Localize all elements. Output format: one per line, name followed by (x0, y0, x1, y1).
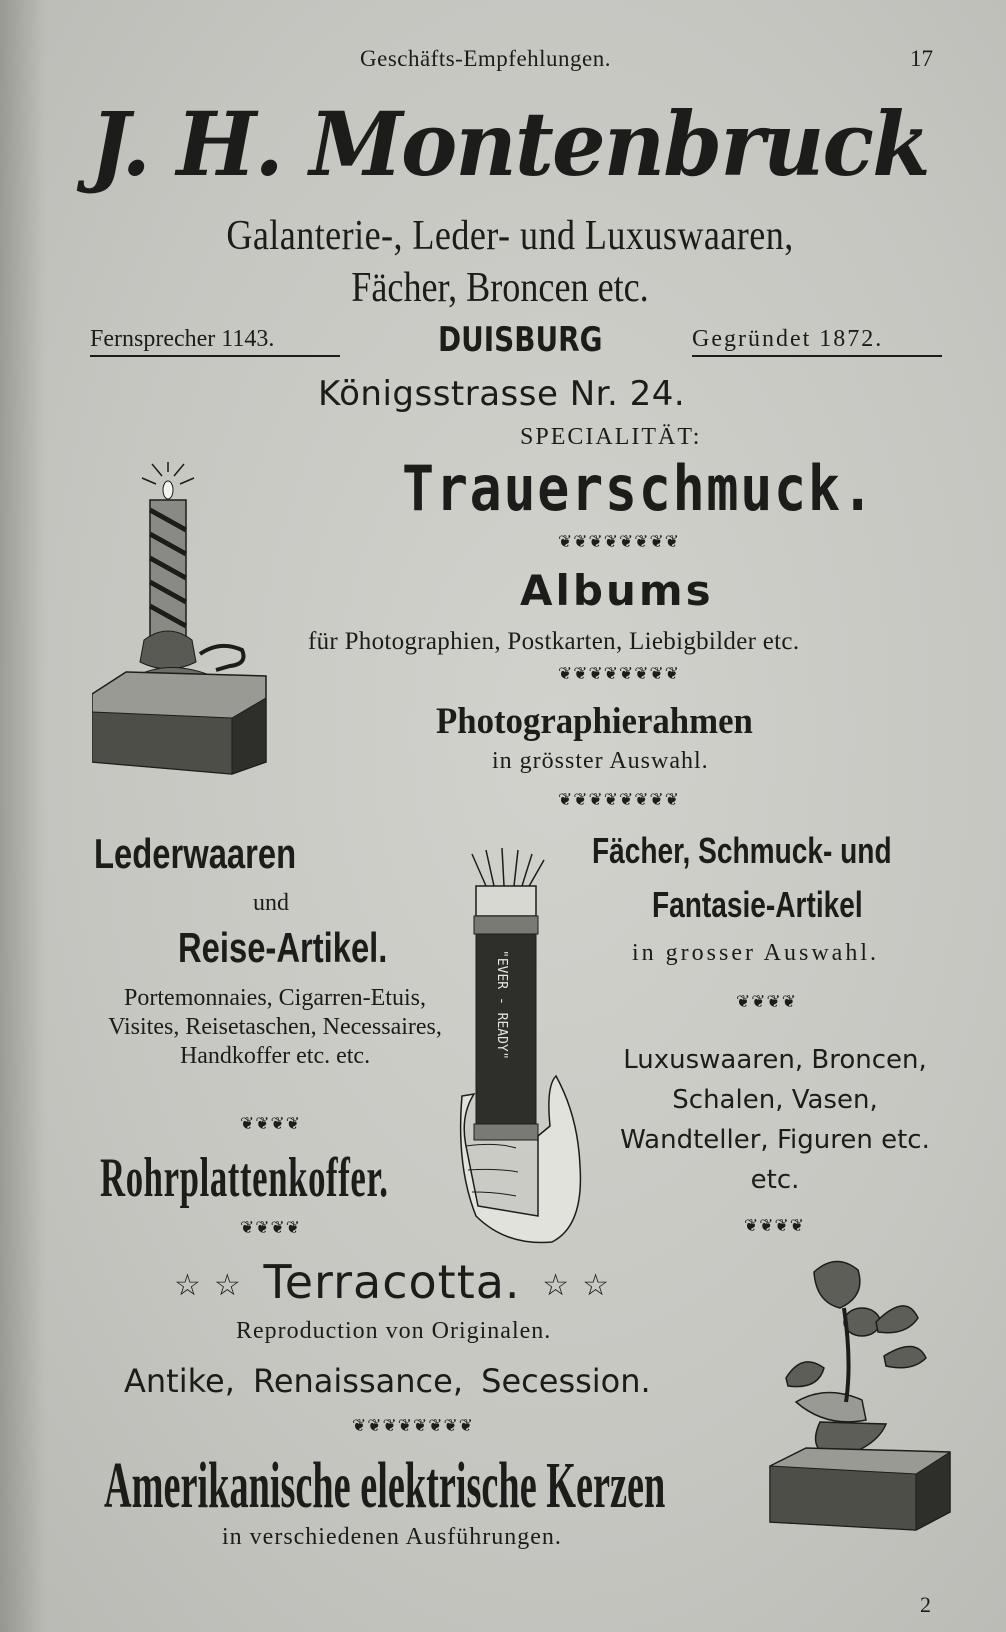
flashlight-label: "EVER - READY" (494, 950, 509, 1060)
star-icon: ☆ (542, 1268, 571, 1303)
albums-title: Albums (520, 566, 714, 615)
ornament-divider: ❦❦❦❦❦❦❦❦ (558, 532, 680, 552)
page-edge-shadow (0, 0, 46, 1632)
ornament-divider: ❦❦❦❦❦❦❦❦ (352, 1416, 474, 1436)
terracotta-line (168, 1255, 616, 1309)
fans-jewellery-heading: Fächer, Schmuck- und (592, 830, 892, 871)
city-name: DUISBURG (438, 320, 603, 360)
star-icon: ☆ (582, 1268, 610, 1303)
phone-number: Fernsprecher 1143. (90, 326, 340, 357)
travel-articles-heading: Reise-Artikel. (178, 924, 388, 971)
ornament-divider: ❦❦❦❦ (240, 1218, 301, 1238)
printer-signature: 2 (920, 1592, 931, 1617)
flashlight-illustration (456, 846, 606, 1246)
connector-und: und (253, 890, 289, 916)
candlestick-illustration (92, 462, 276, 804)
luxury-goods-list: Luxuswaaren, Broncen, Schalen, Vasen, Wandteller, Figuren etc. etc. (620, 1045, 930, 1195)
page-number: 17 (910, 46, 933, 71)
founded-year: Gegründet 1872. (692, 326, 942, 357)
firm-name: J. H. Montenbruck (90, 92, 929, 196)
speciality-label: SPECIALITÄT: (520, 424, 702, 450)
fantasy-articles-heading: Fantasie-Artikel (652, 884, 863, 925)
terracotta-title: Terracotta. (263, 1255, 521, 1309)
ornament-divider: ❦❦❦❦❦❦❦❦ (558, 664, 680, 684)
cane-trunk-heading: Rohrplattenkoffer. (100, 1147, 389, 1209)
art-styles: Antike, Renaissance, Secession. (124, 1362, 651, 1400)
street-address: Königsstrasse Nr. 24. (318, 374, 686, 414)
fans-subtitle: in grosser Auswahl. (632, 940, 879, 966)
terracotta-subtitle: Reproduction von Originalen. (236, 1318, 552, 1344)
speciality-title: Trauerschmuck. (402, 452, 876, 525)
ornament-divider: ❦❦❦❦ (744, 1216, 805, 1236)
ornament-divider: ❦❦❦❦ (240, 1114, 301, 1134)
frames-title: Photographierahmen (436, 701, 753, 742)
ornament-divider: ❦❦❦❦ (736, 992, 797, 1012)
star-icon: ☆ (213, 1268, 242, 1303)
star-icon: ☆ (174, 1268, 202, 1303)
firm-goods-line2: Fächer, Broncen etc. (351, 265, 649, 311)
electric-candles-subtitle: in verschiedenen Ausführungen. (222, 1524, 562, 1550)
leather-goods-heading: Lederwaaren (94, 830, 297, 877)
leather-goods-list: Portemonnaies, Cigarren-Etuis, Visites, Reisetaschen, Necessaires, Handkoffer etc. etc. (108, 985, 442, 1069)
electric-candles-heading: Amerikanische elektrische Kerzen (104, 1449, 666, 1522)
running-header: Geschäfts-Empfehlungen. (360, 46, 612, 71)
albums-subtitle: für Photographien, Postkarten, Liebigbilder etc. (308, 628, 800, 655)
firm-goods-line1: Galanterie-, Leder- und Luxuswaaren, (226, 213, 794, 259)
ornament-divider: ❦❦❦❦❦❦❦❦ (558, 790, 680, 810)
flower-figurine-illustration (766, 1252, 990, 1532)
frames-subtitle: in grösster Auswahl. (492, 748, 709, 774)
